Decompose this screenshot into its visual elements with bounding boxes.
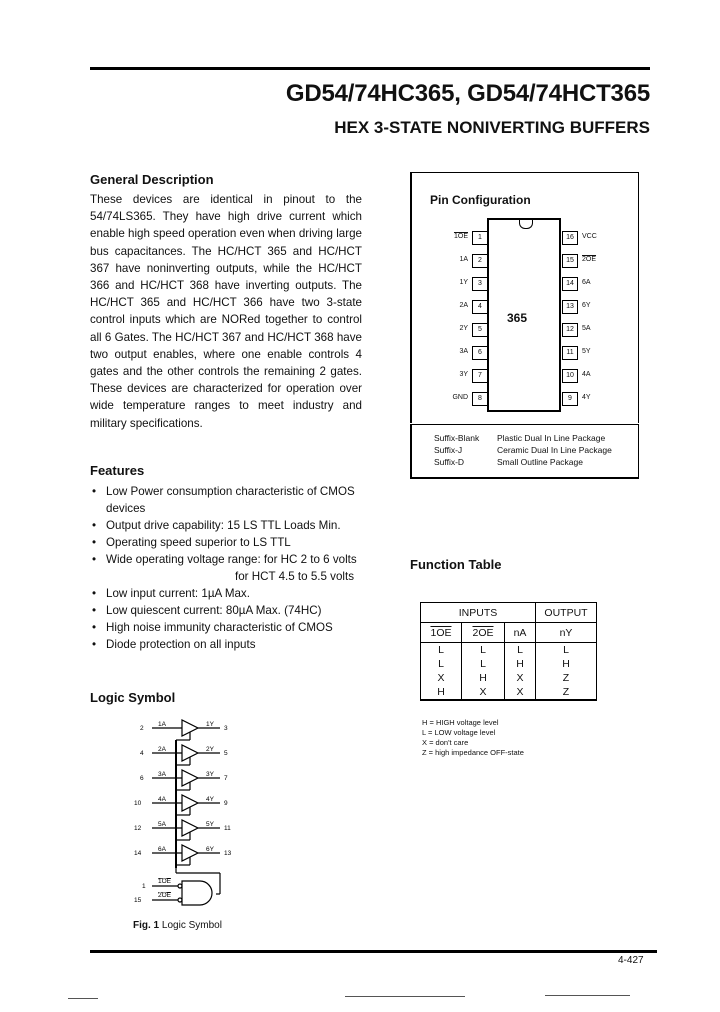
legend-item: X = don't care [422, 738, 469, 747]
pin-number: 13 [562, 300, 578, 314]
chip-label: 365 [507, 311, 528, 325]
pin-label: 3Y [459, 371, 468, 378]
feature-item: • Wide operating voltage range: for HC 2 to 6 volts [90, 551, 370, 568]
scan-artifact [545, 995, 630, 996]
svg-text:4: 4 [140, 750, 144, 757]
scan-artifact [345, 996, 465, 997]
logic-symbol-diagram [134, 718, 260, 918]
chip-notch [519, 218, 533, 229]
pin-label: 1Y [459, 279, 468, 286]
pin-label: GND [452, 394, 468, 401]
svg-text:3A: 3A [158, 771, 166, 778]
svg-text:2Y: 2Y [206, 746, 214, 753]
package-suffix-list [434, 432, 479, 468]
pin-label: 1A [459, 256, 468, 263]
package-desc-list [497, 432, 612, 468]
col-ny: nY [536, 623, 597, 643]
feature-item-continuation: for HCT 4.5 to 5.5 volts [235, 570, 354, 583]
svg-text:12: 12 [134, 825, 142, 832]
pin-label: 4Y [582, 394, 591, 401]
pin-number: 11 [562, 346, 578, 360]
svg-text:2: 2 [140, 725, 144, 732]
svg-text:5: 5 [224, 750, 228, 757]
figure-caption: Fig. 1 Logic Symbol [133, 920, 222, 931]
svg-text:1A: 1A [158, 721, 166, 728]
general-description-text: These devices are identical in pinout to the 54/74LS365. They have high drive current which enable high speed operation even when driving large bus capacitances. The HC/HCT 365 and HC/HCT 367 have noninverting outputs, while the HC/HCT 366 and HC/HCT 368 have inverting outputs. The HC/HCT 365 and HC/HCT 366 have two 3-state control inputs which are NORed together to control all 6 Gates. The HC/HCT 367 and HC/HCT 368 have two output enables, where one enable controls 4 gates and the other controls the remaining 2 gates. These devices are characterized for operation over wide temperature ranges to meet industry and military specifications. [90, 193, 363, 430]
pin-number: 14 [562, 277, 578, 291]
pin-number: 8 [472, 392, 488, 406]
svg-text:2A: 2A [158, 746, 166, 753]
package-desc: Ceramic Dual In Line Package [497, 445, 612, 455]
pin-number: 5 [472, 323, 488, 337]
logic-symbol-heading: Logic Symbol [90, 690, 176, 705]
package-desc: Plastic Dual In Line Package [497, 433, 606, 443]
scan-artifact [68, 998, 98, 999]
legend-item: Z = high impedance OFF-state [422, 748, 524, 757]
function-table [420, 602, 597, 701]
page-title: GD54/74HC365, GD54/74HCT365 [285, 80, 650, 107]
pin-number: 3 [472, 277, 488, 291]
function-table-legend [422, 718, 524, 758]
svg-text:4Y: 4Y [206, 796, 214, 803]
col-1oe: 1OE [421, 623, 462, 643]
pin-label: VCC [582, 233, 597, 240]
feature-item: • Low Power consumption characteristic of CMOS devices [90, 483, 370, 517]
col-2oe: 2OE [462, 623, 505, 643]
pin-label: 2A [459, 302, 468, 309]
pin-label: 5A [582, 325, 591, 332]
feature-item: • Output drive capability: 15 LS TTL Loads Min. [90, 517, 370, 534]
svg-text:5Y: 5Y [206, 821, 214, 828]
function-table-heading: Function Table [410, 557, 502, 572]
svg-text:2OE: 2OE [158, 892, 172, 899]
pin-number: 16 [562, 231, 578, 245]
svg-text:1: 1 [142, 883, 146, 890]
feature-item: • Low quiescent current: 80µA Max. (74HC) [90, 602, 370, 619]
general-description-heading: General Description [90, 172, 214, 187]
svg-text:5A: 5A [158, 821, 166, 828]
pin-number: 6 [472, 346, 488, 360]
pin-label: 4A [582, 371, 591, 378]
svg-text:6Y: 6Y [206, 846, 214, 853]
pin-number: 4 [472, 300, 488, 314]
svg-text:1OE: 1OE [158, 878, 172, 885]
table-row: L L L L [421, 643, 597, 658]
table-row: X H X Z [421, 671, 597, 685]
output-header: OUTPUT [536, 603, 597, 623]
feature-item: • High noise immunity characteristic of CMOS [90, 619, 370, 636]
package-suffix: Suffix-J [434, 445, 463, 455]
svg-text:7: 7 [224, 775, 228, 782]
package-suffix: Suffix-Blank [434, 433, 480, 443]
svg-text:3Y: 3Y [206, 771, 214, 778]
pin-number: 2 [472, 254, 488, 268]
pin-number: 7 [472, 369, 488, 383]
pin-label: 6A [582, 279, 591, 286]
pin-number: 9 [562, 392, 578, 406]
page-subtitle: HEX 3-STATE NONIVERTING BUFFERS [334, 118, 650, 137]
header-rule [90, 67, 650, 70]
pin-number: 15 [562, 254, 578, 268]
pin-label: 1OE [453, 233, 468, 240]
legend-item: H = HIGH voltage level [422, 718, 499, 727]
feature-item: • Operating speed superior to LS TTL [90, 534, 370, 551]
col-na: nA [505, 623, 536, 643]
pin-number: 12 [562, 323, 578, 337]
pin-label: 2OE [582, 256, 597, 263]
svg-text:1Y: 1Y [206, 721, 214, 728]
table-row: H X X Z [421, 685, 597, 700]
pin-label: 6Y [582, 302, 591, 309]
inputs-header: INPUTS [421, 603, 536, 623]
page-number: 4-427 [618, 955, 644, 966]
pin-number: 10 [562, 369, 578, 383]
svg-text:15: 15 [134, 897, 142, 904]
feature-item: • Low input current: 1µA Max. [90, 585, 370, 602]
footer-rule [90, 950, 657, 953]
svg-text:11: 11 [224, 825, 231, 832]
svg-text:6: 6 [140, 775, 144, 782]
svg-text:3: 3 [224, 725, 228, 732]
pin-configuration-heading: Pin Configuration [430, 193, 531, 207]
pin-label: 2Y [459, 325, 468, 332]
svg-text:13: 13 [224, 850, 232, 857]
legend-item: L = LOW voltage level [422, 728, 496, 737]
svg-text:9: 9 [224, 800, 228, 807]
package-desc: Small Outline Package [497, 457, 583, 467]
svg-text:6A: 6A [158, 846, 166, 853]
feature-item: • Diode protection on all inputs [90, 636, 370, 653]
features-list [90, 483, 370, 653]
pin-label: 5Y [582, 348, 591, 355]
svg-text:14: 14 [134, 850, 142, 857]
features-heading: Features [90, 463, 145, 478]
pin-number: 1 [472, 231, 488, 245]
package-suffix: Suffix-D [434, 457, 465, 467]
table-row: L L H H [421, 657, 597, 671]
svg-text:10: 10 [134, 800, 142, 807]
svg-text:4A: 4A [158, 796, 166, 803]
pin-label: 3A [459, 348, 468, 355]
